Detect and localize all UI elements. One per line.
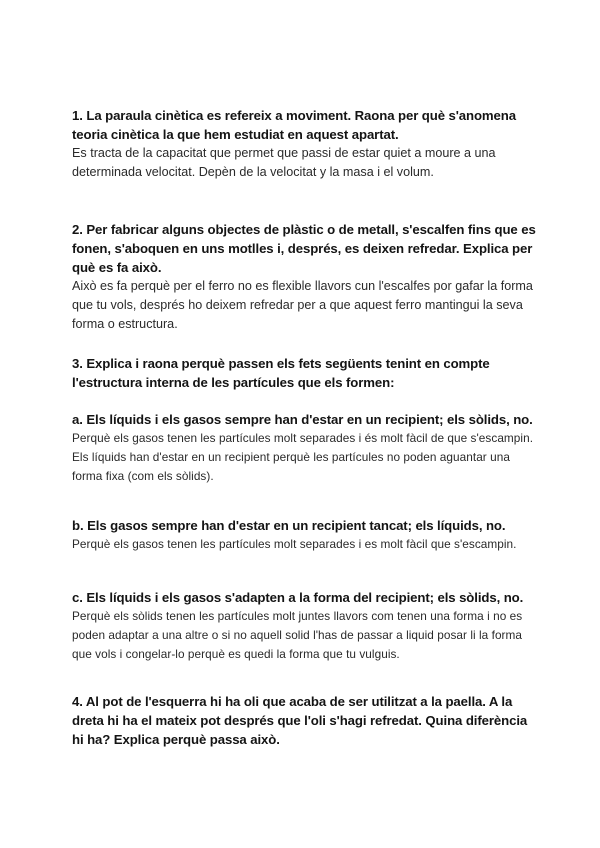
question-1-block [72, 106, 542, 182]
answer-1-text: Es tracta de la capacitat que permet que passi de estar quiet a moure a una determinada velocitat. Depèn de la velocitat y la masa i el volum. [72, 146, 496, 179]
question-3c-text: c. Els líquids i els gasos s'adapten a la forma del recipient; els sòlids, no. [72, 590, 524, 605]
question-3c-block [72, 588, 542, 664]
answer-2-text: Això es fa perquè per el ferro no es flexible llavors cun l'escalfes por gafar la forma que tu vols, després ho deixem refredar per a que aquest ferro mantingui la seva forma o estructura. [72, 279, 533, 331]
question-3-text: 3. Explica i raona perquè passen els fets següents tenint en compte l'estructura interna de les partícules que els formen: [72, 356, 490, 390]
question-4-text: 4. Al pot de l'esquerra hi ha oli que acaba de ser utilitzat a la paella. A la dreta hi ha el mateix pot després que l'oli s'hagi refredat. Quina diferència hi ha? Explica perquè passa això. [72, 694, 528, 747]
question-3-block [72, 354, 542, 392]
question-4-block [72, 692, 542, 749]
question-1-text: 1. La paraula cinètica es refereix a moviment. Raona per què s'anomena teoria cinètica la que hem estudiat en aquest apartat. [72, 108, 516, 142]
answer-3b-text: Perquè els gasos tenen les partícules molt separades i es molt fàcil que s'escampin. [72, 537, 517, 551]
answer-3c-text: Perquè els sòlids tenen les partícules molt juntes llavors com tenen una forma i no es poden adaptar a una altre o si no aquell solid l'has de passar a liquid posar li la forma que vols i congelar-lo perquè es quedi la forma que tu vulguis. [72, 609, 523, 661]
question-3b-block [72, 516, 542, 554]
question-3a-block [72, 410, 542, 486]
question-3b-text: b. Els gasos sempre han d'estar en un recipient tancat; els líquids, no. [72, 518, 506, 533]
question-2-block [72, 220, 542, 334]
answer-3a-text: Perquè els gasos tenen les partícules molt separades i és molt fàcil de que s'escampin. Els líquids han d'estar en un recipient perquè les partícules no poden aguantar una forma fixa (com els sòlids). [72, 431, 534, 483]
question-3a-text: a. Els líquids i els gasos sempre han d'estar en un recipient; els sòlids, no. [72, 412, 533, 427]
question-2-text: 2. Per fabricar alguns objectes de plàstic o de metall, s'escalfen fins que es fonen, s'aboquen en uns motlles i, després, es deixen refredar. Explica per què es fa això. [72, 222, 536, 275]
